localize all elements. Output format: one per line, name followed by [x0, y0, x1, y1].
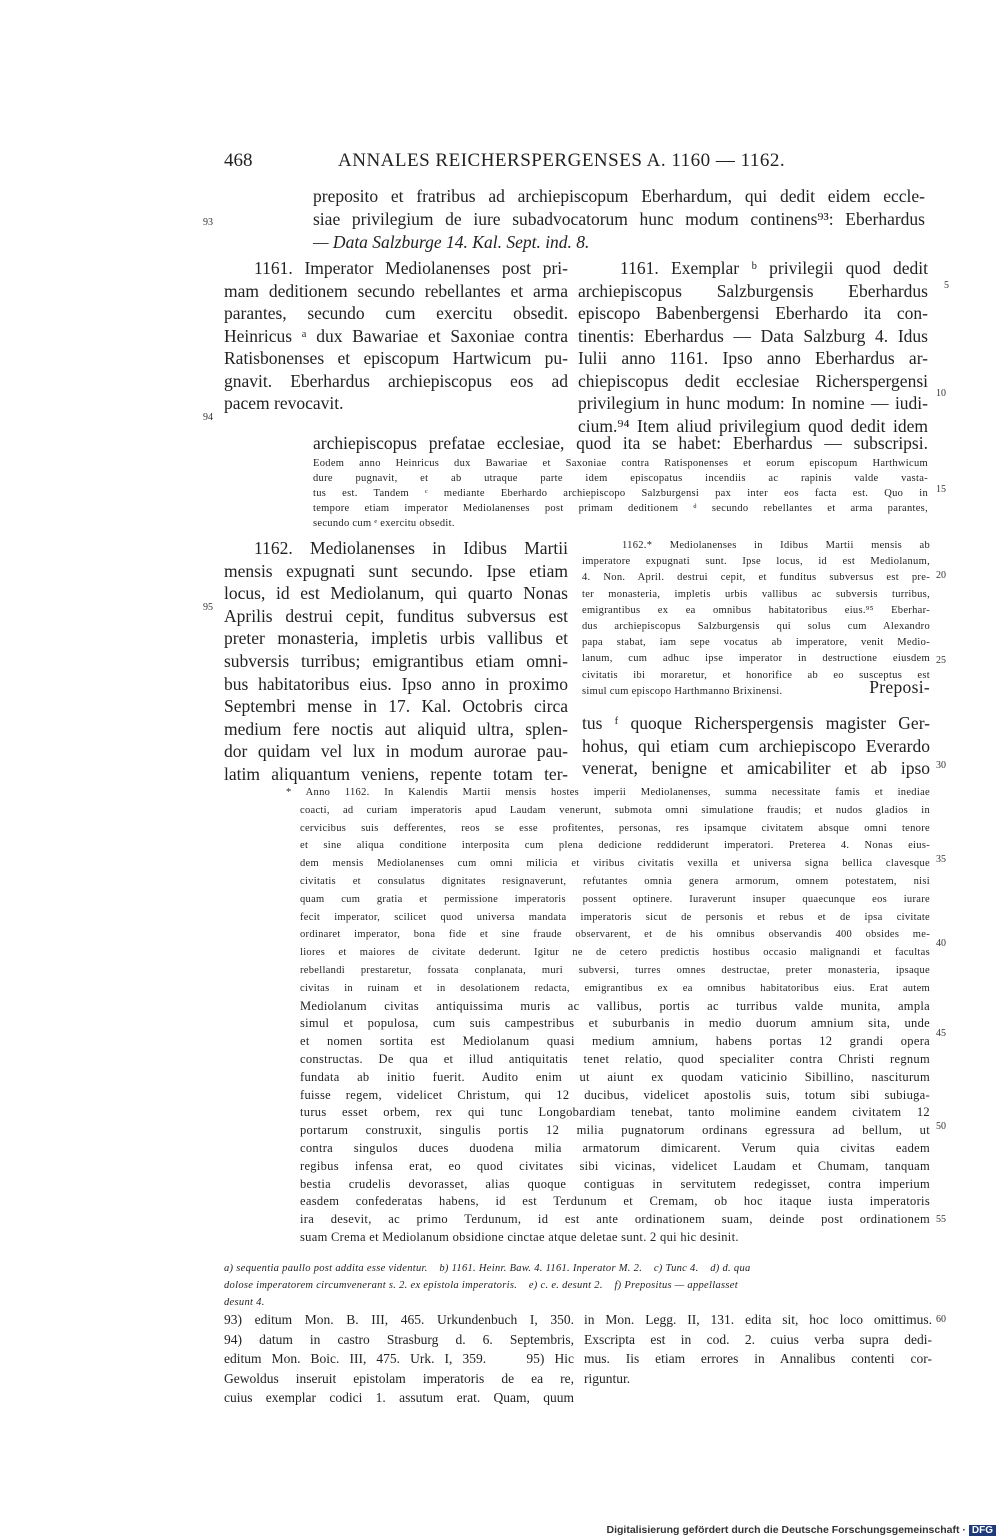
editor-notes-right [584, 1310, 932, 1388]
text-line: cium.⁹⁴ Item aliud privilegium quod dedit idem [578, 415, 928, 436]
text-line: mensis expugnati sunt secundo. Ipse etiam [224, 560, 568, 581]
text-line: in Mon. Legg. II, 131. edita sit, hoc loco omittimus. [584, 1312, 932, 1327]
annal-1161-right [578, 257, 928, 437]
text-line: gnavit. Eberhardus archiepiscopus eos ad [224, 370, 568, 391]
text-line: et nomen sortita est Mediolanum quasi medium amnium, habens portas 12 grandi opera [300, 1034, 930, 1049]
text-line: privilegium in hunc modum: In nomine — iudi- [578, 393, 928, 413]
text-line: turus esset orbem, rex qui tunc Longobardiam tenebat, tanto molimine eandem civitatem 12 [300, 1105, 930, 1120]
text-line: Preposi- [869, 676, 930, 697]
text-line: coacti, ad curiam imperatoris apud Laudam venerunt, submota omni simulatione fraudis; et nudos gladios in [300, 804, 930, 816]
intro-paragraph [313, 185, 925, 254]
text-line: ter monasteria, impletis urbis vallibus ac subversis turribus, [582, 588, 930, 600]
text-line: tus est. Tandem ᶜ mediante Eberhardo archiepiscopo Salzburgensi pax inter eos facta est. Quo in [313, 488, 928, 499]
text-line: tus ᶠ quoque Richerspergensis magister Ger- [582, 713, 930, 733]
text-line: dolose imperatorem circumvenerant s. 2. ex epistola imperatoris. e) c. e. desunt 2. f) Prepositus — appellasset [224, 1280, 738, 1291]
line-number: 55 [936, 1214, 946, 1225]
text-line: latim aliquantum veniens, repente totam ter- [224, 763, 568, 784]
margin-note-ref: 93 [203, 217, 213, 228]
text-line: quam cum gratia et permissione imperatoris possent optinere. Iuraverunt insuper quaecunque eos iurare [300, 893, 930, 905]
text-line: regibus infensa erat, eo quod civitates sibi vicinas, videlicet Laudam et Chumam, tanquam [300, 1158, 930, 1173]
star-footnote [286, 784, 930, 1247]
text-line: dem mensis Mediolanenses cum omni milicia et viribus civitatis vexilla et universa signa bellica clavesque [300, 858, 930, 870]
line-number: 25 [936, 655, 946, 666]
digitization-credit [607, 1524, 997, 1536]
text-line: dure pugnavit, et ab utraque parte idem episcopatus incendiis ac rapinis valde vasta- [313, 473, 928, 484]
text-line: mam deditionem secundo rebellantes et arma [224, 280, 568, 301]
text-line: 93) editum Mon. B. III, 465. Urkundenbuch I, 350. [224, 1312, 574, 1327]
text-line-mixed [582, 676, 930, 700]
text-line: civitas in ruinam et in desolationem redacta, emigrantibus ex ea omnibus habitatoribus eius. Erat autem [300, 982, 930, 994]
text-line: editum Mon. Boic. III, 475. Urk. I, 359. 95) Hic [224, 1351, 574, 1366]
line-number: 30 [936, 760, 946, 771]
text-line: ordinaret imperator, bona fide et sine fraude observarent, et de his omnibus observandis 400 obsides me- [300, 929, 930, 941]
text-line: riguntur. [584, 1370, 631, 1386]
line-number: 15 [936, 484, 946, 495]
dfg-logo-icon: DFG [969, 1525, 996, 1536]
text-line: tinentis: Eberhardus — Data Salzburg 4. Idus [578, 325, 928, 346]
text-line: preposito et fratribus ad archiepiscopum Eberhardum, qui dedit eidem eccle- [313, 186, 925, 206]
small-print-paragraph [313, 456, 928, 531]
text-line: chiepiscopus dedit ecclesiae Richerspergensi [578, 370, 928, 391]
text-line: contra singulos duces duodena milia armatorum dimicarent. Verum quia civitas eadem [300, 1140, 930, 1155]
text-line: fuisse regem, videlicet Christum, qui 12 ducibus, videlicet apostolis suis, totum sibi subiuga- [300, 1087, 930, 1102]
continuation-line [313, 432, 928, 454]
text-line: easdem confederatas habens, id est Terdunum et Cremam, ob hoc itaque iusta imperatoris [300, 1194, 930, 1209]
text-line: lanum, cum adhuc ipse imperator in destructione eiusdem [582, 653, 930, 665]
text-line: 4. Non. April. destrui cepit, et funditus subversus est pre- [582, 572, 930, 584]
text-line: dus archiepiscopus Salzburgensis qui solus cum Alexandro [582, 621, 930, 633]
text-line: constructas. De qua et illud antiquitatis tenet relatio, quod specialiter contra Christi regnum [300, 1051, 930, 1066]
text-line: Gewoldus inseruit epistolam imperatoris de ea re, [224, 1370, 574, 1386]
text-line: 1161. Exemplar ᵇ privilegii quod dedit [620, 258, 928, 278]
text-line: 1162. Mediolanenses in Idibus Martii [254, 538, 568, 558]
text-line: archiepiscopus Salzburgensis Eberhardus [578, 280, 928, 301]
text-line: simul cum episcopo Harthmanno Brixinensi. [582, 685, 783, 697]
text-line: archiepiscopus prefatae ecclesiae, quod ita se habet: Eberhardus — subscripsi. [313, 433, 928, 453]
text-line: cuius exemplar codici 1. assutum erat. Quam, quum [224, 1390, 574, 1405]
annal-1162-left [224, 537, 568, 786]
line-number: 60 [936, 1314, 946, 1325]
annal-1161-left [224, 257, 568, 415]
text-line: mus. Iis etiam errores in Annalibus contenti cor- [584, 1351, 932, 1366]
text-line: tempore etiam imperator Mediolanenses post primam deditionem ᵈ secundo rebellantes et arma parantes, [313, 503, 928, 514]
critical-apparatus [224, 1260, 932, 1311]
text-line: episcopo Babenbergensi Eberhardo ita con- [578, 303, 928, 323]
text-line: venerat, benigne et amicabiliter et ab ipso [582, 758, 930, 779]
text-line: civitatis et consulatus dignitates resignaverunt, refutantes omnia genera armorum, omnem potestatem, nisi [300, 875, 930, 887]
text-line: liores et maiores de civitate dederunt. Igitur ne de cetero predictis hostibus occasio malignandi et facultas [300, 947, 930, 959]
text-line: Aprilis destrui cepit, funditus subversus est [224, 605, 568, 626]
text-line: portarum construxit, singulis portis 12 milia pugnatorum ordinans egressura ad bellum, ut [300, 1123, 930, 1138]
text-line: et sine aliqua conditione interposita cum plena dedicione reddiderunt imperatori. Preterea 4. Nonas eius- [300, 840, 930, 852]
text-line: parantes, secundo cum exercitu obsedit. [224, 303, 568, 323]
credit-text: Digitalisierung gefördert durch die Deutsche Forschungsgemeinschaft · [606, 1524, 966, 1536]
text-line: rebellandi prestaretur, fossata conplanata, muri subversi, turres omnes destructae, preter monasteria, ipsaque [300, 964, 930, 976]
text-line: dor quidam vel lux in modum aurorae pau- [224, 741, 568, 762]
line-number: 5 [944, 280, 949, 291]
text-line: hohus, qui etiam cum archiepiscopo Everardo [582, 735, 930, 756]
running-title: ANNALES REICHERSPERGENSES A. 1160 — 1162. [338, 150, 786, 171]
line-number: 40 [936, 938, 946, 949]
text-line: desunt 4. [224, 1297, 265, 1308]
annal-1162-right-big [582, 712, 930, 780]
text-line: — Data Salzburge 14. Kal. Sept. ind. 8. [313, 232, 590, 252]
text-line: Mediolanum civitas antiquissima muris ac vallibus, portis ac turribus valde munita, ampla [300, 998, 930, 1013]
text-line: 1161. Imperator Mediolanenses post pri- [254, 258, 568, 278]
text-line: suam Crema et Mediolanum obsidione cinctae atque deletae sunt. 2 qui hic desinit. [300, 1229, 739, 1244]
text-line: fecit imperator, scilicet quod universa mandata imperatoris sicut de personis et rebus et de ipsa civitate [300, 911, 930, 923]
page-number: 468 [224, 150, 253, 171]
text-line: papa stabat, iam sepe vocatus ab imperatore, venit Medio- [582, 637, 930, 649]
margin-note-ref: 94 [203, 412, 213, 423]
text-line: Heinricus ᵃ dux Bawariae et Saxoniae contra [224, 325, 568, 346]
text-line: fundata ab initio fuerit. Audito enim ut aiunt ex quodam vaticinio Sibillino, nasciturum [300, 1069, 930, 1084]
text-line: preter monasteria, impletis urbis vallibus et [224, 628, 568, 649]
text-line: a) sequentia paullo post addita esse videntur. b) 1161. Heinr. Baw. 4. 1161. Inperator M. 2. c) Tunc 4. d) d. qua [224, 1263, 751, 1274]
text-line: bestia crudelis devorasset, alias quoque contiguas in servitutem redegisset, contra imperium [300, 1176, 930, 1191]
text-line: locus, id est Mediolanum, qui quarto Nonas [224, 583, 568, 604]
text-line: ira desevit, ac primo Terdunum, id est ante ordinationem suam, deinde post ordinationem [300, 1212, 930, 1227]
text-line: Septembri mense in 17. Kal. Octobris circa [224, 696, 568, 717]
margin-note-ref: 95 [203, 602, 213, 613]
text-line: * Anno 1162. In Kalendis Martii mensis hostes imperii Mediolanenses, summa necessitate famis et inediae [286, 787, 930, 798]
line-number: 50 [936, 1121, 946, 1132]
text-line: cervicibus suis defferentes, reos se esse profitentes, personas, res ipsamque civitatem absque omni tenore [300, 822, 930, 834]
text-line: pacem revocavit. [224, 393, 344, 413]
text-line: Iulii anno 1161. Ipso anno Eberhardus ar- [578, 348, 928, 368]
text-line: Exscripta est in cod. 2. cuius verba supra dedi- [584, 1331, 932, 1347]
text-line: 94) datum in castro Strasburg d. 6. Septembris, [224, 1331, 574, 1347]
annal-1162-right-small [582, 538, 930, 700]
line-number: 20 [936, 570, 946, 581]
line-number: 45 [936, 1028, 946, 1039]
text-line: bus habitatoribus eius. Ipso anno in proximo [224, 673, 568, 694]
line-number: 35 [936, 854, 946, 865]
text-line: simul et populosa, cum suis campestribus et suburbanis in medio duorum amnium sita, unde [300, 1016, 930, 1031]
line-number: 10 [936, 388, 946, 399]
editor-notes-left [224, 1310, 574, 1408]
text-line: emigrantibus ex ea omnibus habitatoribus eius.⁹⁵ Eberhar- [582, 604, 930, 616]
text-line: medium fere noctis aut aliquid ultra, splen- [224, 718, 568, 739]
text-line: Ratisbonenses et episcopum Hartwicum pu- [224, 348, 568, 368]
text-line: civitatis ibi moraretur, et honorifice ab eo susceptus est [582, 669, 930, 681]
text-line: imperatore expugnati sunt. Ipse locus, id est Mediolanum, [582, 556, 930, 568]
text-line: secundo cum ᵉ exercitu obsedit. [313, 518, 455, 529]
text-line: 1162.* Mediolanenses in Idibus Martii mensis ab [622, 540, 930, 551]
text-line: siae privilegium de iure subadvocatorum hunc modum continens⁹³: Eberhardus [313, 209, 925, 229]
text-line: Eodem anno Heinricus dux Bawariae et Saxoniae contra Ratisponenses et eorum episcopum Harthwicum [313, 458, 928, 469]
text-line: subversis turribus; emigrantibus etiam omni- [224, 650, 568, 671]
